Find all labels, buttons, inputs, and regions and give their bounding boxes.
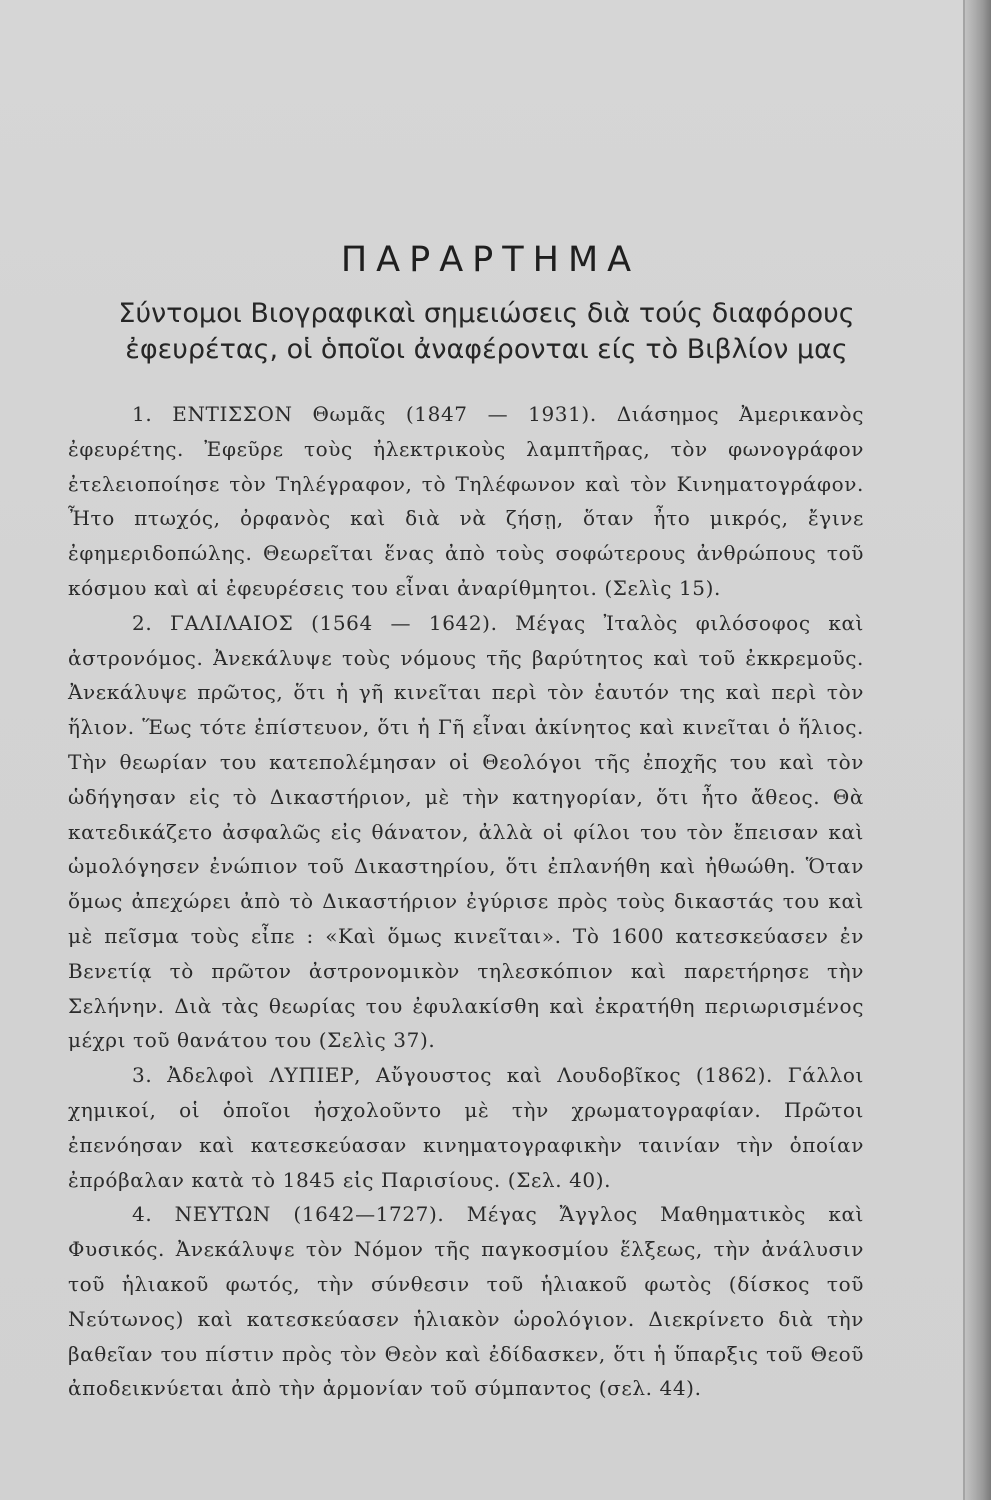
biography-entries xyxy=(68,397,864,1406)
entry-edison: 1. ΕΝΤΙΣΣΟΝ Θωμᾶς (1847 — 1931). Διάσημος Ἀμερικανὸς ἐφευρέτης. Ἐφεῦρε τοὺς ἠλεκτρικοὺς λαμπτῆρας, τὸν φωνογράφον ἐτελειοποίησε τὸν Τηλέγραφον, τὸ Τηλέφωνον καὶ τὸν Κινηματογράφον. Ἦτο πτωχός, ὀρφανὸς καὶ διὰ νὰ ζήσῃ, ὅταν ἦτο μικρός, ἔγινε ἐφημεριδοπώλης. Θεωρεῖται ἕνας ἀπὸ τοὺς σοφώτερους ἀνθρώπους τοῦ κόσμου καὶ αἱ ἐφευρέσεις του εἶναι ἀναρίθμητοι. (Σελὶς 15). xyxy=(68,402,864,600)
page-title: ΠΑΡΑΡΤΗΜΑ xyxy=(340,240,641,280)
page-binding-edge xyxy=(963,0,991,1500)
subtitle-line-1: Σύντομοι Βιογραφικαὶ σημειώσεις διὰ τούς διαφόρους xyxy=(118,298,855,329)
entry-newton: 4. ΝΕΥΤΩΝ (1642—1727). Μέγας Ἄγγλος Μαθηματικὸς καὶ Φυσικός. Ἀνεκάλυψε τὸν Νόμον τῆς παγκοσμίου ἕλξεως, τὴν ἀνάλυσιν τοῦ ἡλιακοῦ φωτός, τὴν σύνθεσιν τοῦ ἡλιακοῦ φωτὸς (δίσκος τοῦ Νεύτωνος) καὶ κατεσκεύασεν ἡλιακὸν ὡρολόγιον. Διεκρίνετο διὰ τὴν βαθεῖαν του πίστιν πρὸς τὸν Θεὸν καὶ ἐδίδασκεν, ὅτι ἡ ὕπαρξις τοῦ Θεοῦ ἀποδεικνύεται ἀπὸ τὴν ἁρμονίαν τοῦ σύμπαντος (σελ. 44). xyxy=(68,1202,864,1401)
entry-lumiere: 3. Ἀδελφοὶ ΛΥΠΙΕΡ, Αὔγουστος καὶ Λουδοβῖκος (1862). Γάλλοι χημικοί, οἱ ὁποῖοι ἠσχολοῦντο μὲ τὴν χρωματογραφίαν. Πρῶτοι ἐπενόησαν καὶ κατεσκεύασαν κινηματογραφικὴν ταινίαν τὴν ὁποίαν ἐπρόβαλαν κατὰ τὸ 1845 εἰς Παρισίους. (Σελ. 40). xyxy=(68,1063,864,1192)
subtitle-line-2: ἐφευρέτας, οἱ ὁποῖοι ἀναφέρονται είς τὸ Βιβλίον μας xyxy=(125,334,848,365)
page-subtitle xyxy=(10,296,963,368)
entry-galileo: 2. ΓΑΛΙΛΑΙΟΣ (1564 — 1642). Μέγας Ἰταλὸς φιλόσοφος καὶ ἀστρονόμος. Ἀνεκάλυψε τοὺς νόμους τῆς βαρύτητος καὶ τοῦ ἐκκρεμοῦς. Ἀνεκάλυψε πρῶτος, ὅτι ἡ γῆ κινεῖται περὶ τὸν ἑαυτόν της καὶ περὶ τὸν ἥλιον. Ἕως τότε ἐπίστευον, ὅτι ἡ Γῆ εἶναι ἀκίνητος καὶ κινεῖται ὁ ἥλιος. Τὴν θεωρίαν του κατεπολέμησαν οἱ Θεολόγοι τῆς ἐποχῆς του καὶ τὸν ὡδήγησαν εἰς τὸ Δικαστήριον, μὲ τὴν κατηγορίαν, ὅτι ἦτο ἄθεος. Θὰ κατεδικάζετο ἀσφαλῶς εἰς θάνατον, ἀλλὰ οἱ φίλοι του τὸν ἔπεισαν καὶ ὡμολόγησεν ἐνώπιον τοῦ Δικαστηρίου, ὅτι ἐπλανήθη καὶ ἠθωώθη. Ὅταν ὅμως ἀπεχώρει ἀπὸ τὸ Δικαστήριον ἐγύρισε πρὸς τοὺς δικαστάς του καὶ μὲ πεῖσμα τοὺς εἶπε : «Καὶ ὅμως κινεῖται». Τὸ 1600 κατεσκεύασεν ἐν Βενετίᾳ τὸ πρῶτον ἀστρονομικὸν τηλεσκόπιον καὶ παρετήρησε τὴν Σελήνην. Διὰ τὰς θεωρίας του ἐφυλακίσθη καὶ ἐκρατήθη περιωρισμένος μέχρι τοῦ θανάτου του (Σελὶς 37). xyxy=(68,610,864,1053)
appendix-header xyxy=(0,240,963,368)
